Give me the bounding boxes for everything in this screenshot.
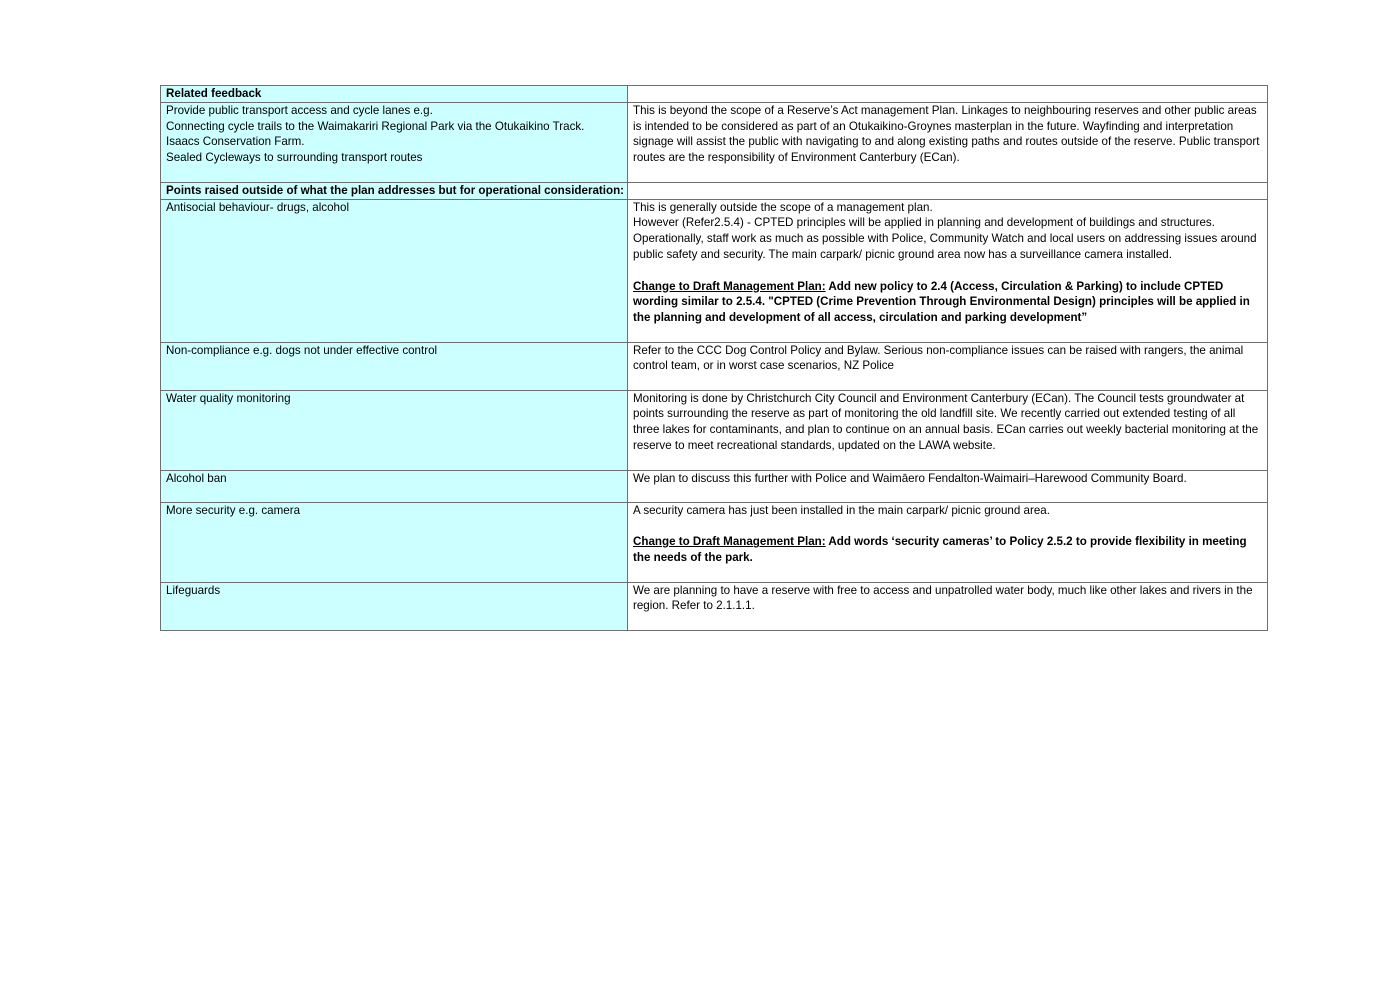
feedback-line: Connecting cycle trails to the Waimakariri Regional Park via the Otukaikino Track. <box>166 119 585 133</box>
feedback-cell: More security e.g. camera <box>161 502 628 582</box>
change-label: Change to Draft Management Plan: <box>633 279 826 293</box>
empty-cell <box>628 182 1268 199</box>
table-row <box>161 342 1268 390</box>
feedback-line: Sealed Cycleways to surrounding transport routes <box>166 151 423 165</box>
response-text: However (Refer2.5.4) - CPTED principles will be applied in planning and development of buildings and structures. Operationally, staff work as much as possible with Police, Community Watch and local users on addressing issues around public safety and security. The main carpark/ picnic ground area now has a surveillance camera installed. <box>633 216 1257 261</box>
feedback-cell: Alcohol ban <box>161 470 628 502</box>
change-text: Add new policy to 2.4 (Access, Circulation & Parking) to include CPTED wording similar to 2.5.4. "CPTED (Crime Prevention Through Environmental Design) principles will be applied in the planning and development of all access, circulation and parking development” <box>633 279 1250 325</box>
response-text: This is beyond the scope of a Reserve’s Act management Plan. Linkages to neighbouring reserves and other public areas is intended to be considered as part of an Otukaikino-Groynes masterplan in the future. Wayfinding and interpretation signage will assist the public with navigating to and along existing paths and routes outside of the reserve. Public transport routes are the responsibility of Environment Canterbury (ECan). <box>633 103 1260 165</box>
response-cell <box>628 582 1268 630</box>
response-cell <box>628 342 1268 390</box>
change-label: Change to Draft Management Plan: <box>633 535 826 549</box>
response-text: Monitoring is done by Christchurch City Council and Environment Canterbury (ECan). The Council tests groundwater at points surrounding the reserve as part of monitoring the old landfill site. We recently carried out extended testing of all three lakes for contaminants, and plan to continue on an annual basis. ECan carries out weekly bacterial monitoring at the reserve to meet recreational standards, updated on the LAWA website. <box>633 391 1259 452</box>
response-text: We are planning to have a reserve with free to access and unpatrolled water body, much like other lakes and rivers in the region. Refer to 2.1.1.1. <box>633 583 1253 613</box>
feedback-cell: Lifeguards <box>161 582 628 630</box>
section-heading-row <box>161 86 1268 103</box>
change-note <box>633 534 1262 566</box>
response-cell <box>628 102 1268 182</box>
response-cell <box>628 502 1268 582</box>
response-text: This is generally outside the scope of a management plan. <box>633 200 933 214</box>
response-text: We plan to discuss this further with Police and Waimāero Fendalton-Waimairi–Harewood Community Board. <box>633 471 1187 485</box>
feedback-table <box>160 85 1268 631</box>
response-cell <box>628 470 1268 502</box>
change-text: Add words ‘security cameras’ to Policy 2.5.2 to provide flexibility in meeting the needs of the park. <box>633 535 1247 564</box>
feedback-cell <box>161 102 628 182</box>
table-row <box>161 102 1268 182</box>
response-cell <box>628 390 1268 470</box>
spacer <box>633 518 1262 534</box>
section-heading-related-feedback: Related feedback <box>161 86 628 103</box>
feedback-line: Isaacs Conservation Farm. <box>166 135 305 149</box>
feedback-line: Provide public transport access and cycle lanes e.g. <box>166 103 433 117</box>
table-row <box>161 390 1268 470</box>
response-text: A security camera has just been installed in the main carpark/ picnic ground area. <box>633 503 1050 517</box>
section-heading-operational: Points raised outside of what the plan addresses but for operational consideration: <box>161 182 628 199</box>
table-row <box>161 582 1268 630</box>
table-row <box>161 470 1268 502</box>
feedback-cell: Water quality monitoring <box>161 390 628 470</box>
feedback-cell: Non-compliance e.g. dogs not under effective control <box>161 342 628 390</box>
response-cell <box>628 199 1268 342</box>
spacer <box>633 263 1262 279</box>
table-row <box>161 502 1268 582</box>
feedback-cell: Antisocial behaviour- drugs, alcohol <box>161 199 628 342</box>
change-note <box>633 279 1262 326</box>
response-text: Refer to the CCC Dog Control Policy and Bylaw. Serious non-compliance issues can be raised with rangers, the animal control team, or in worst case scenarios, NZ Police <box>633 343 1244 373</box>
table-row <box>161 199 1268 342</box>
empty-cell <box>628 86 1268 103</box>
section-heading-row <box>161 182 1268 199</box>
